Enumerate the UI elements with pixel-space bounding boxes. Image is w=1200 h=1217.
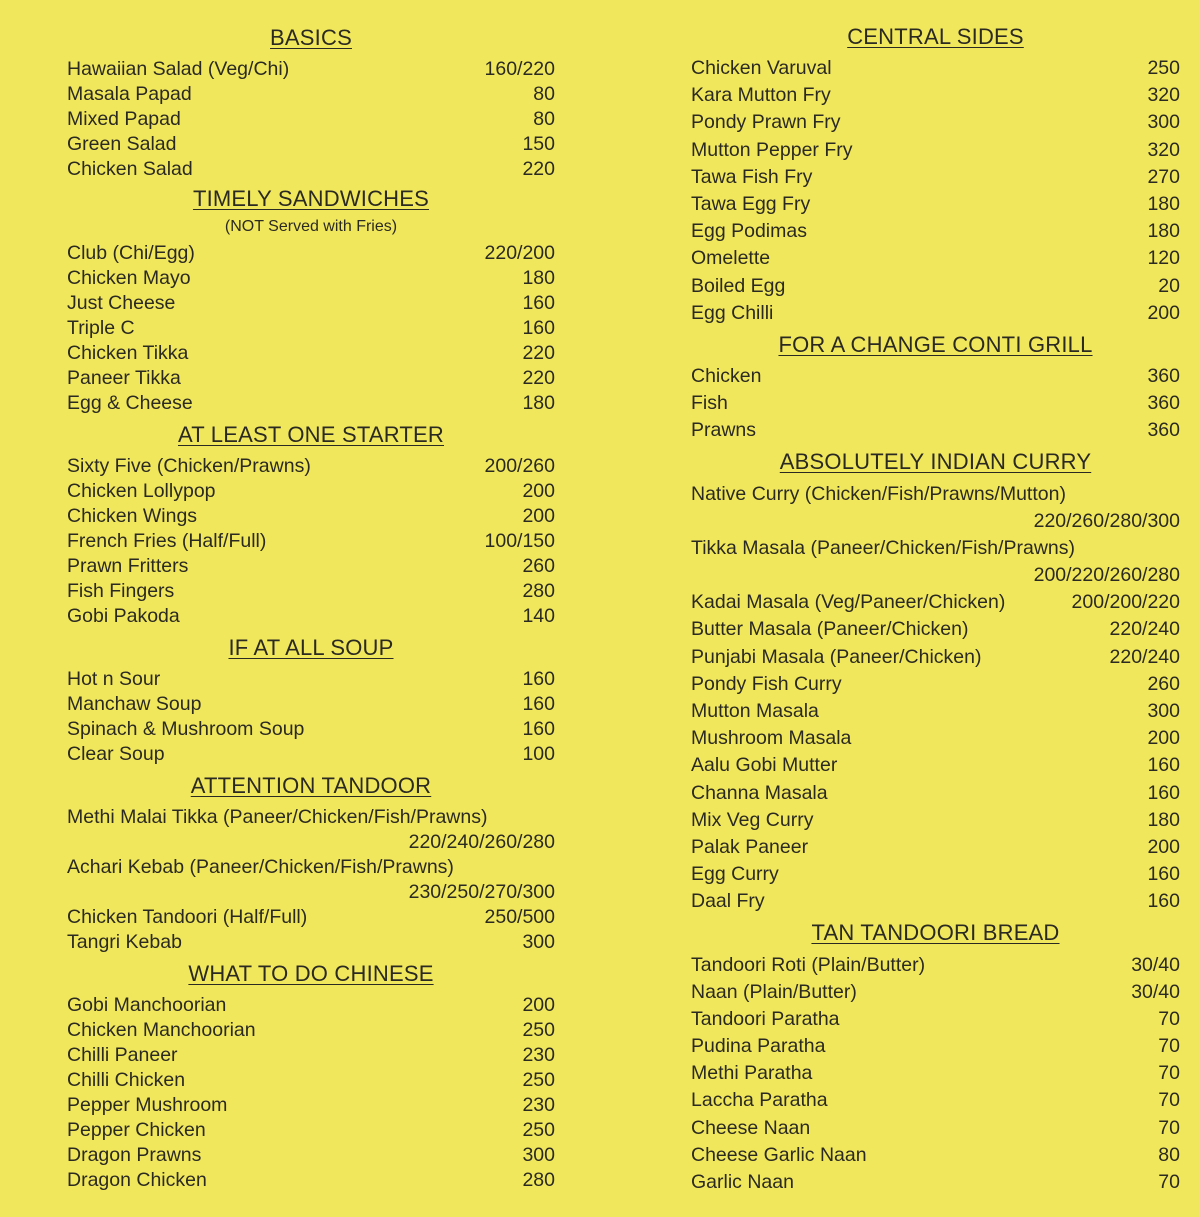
menu-column-right — [691, 19, 1180, 1196]
menu-section — [67, 767, 555, 955]
menu-item — [691, 55, 1180, 82]
menu-item — [67, 391, 555, 416]
item-name: Egg Curry — [691, 863, 779, 886]
menu-item — [67, 1018, 555, 1043]
menu-item — [691, 834, 1180, 861]
menu-item — [67, 316, 555, 341]
item-price: 30/40 — [1131, 980, 1180, 1003]
item-name: Chicken Lollypop — [67, 480, 216, 502]
item-price: 180 — [1147, 220, 1180, 243]
item-price: 220/240/260/280 — [408, 831, 555, 853]
menu-item — [67, 132, 555, 157]
menu-section — [691, 19, 1180, 327]
item-price: 230 — [522, 1094, 555, 1116]
menu-section — [67, 955, 555, 1193]
menu-item — [691, 1115, 1180, 1142]
item-name: Cheese Naan — [691, 1116, 811, 1139]
item-price: 160 — [1147, 863, 1180, 886]
item-name: Tangri Kebab — [67, 931, 182, 953]
menu-item — [691, 245, 1180, 272]
item-name: Pudina Paratha — [691, 1035, 826, 1058]
item-name: Omelette — [691, 247, 771, 270]
item-price: 70 — [1158, 1089, 1180, 1112]
item-name: Tandoori Roti (Plain/Butter) — [691, 953, 926, 976]
menu-item — [691, 752, 1180, 779]
item-name: Chicken Tikka — [67, 342, 189, 364]
item-name: Chilli Paneer — [67, 1044, 178, 1066]
item-name: Fish — [691, 392, 728, 415]
item-price: 230 — [522, 1044, 555, 1066]
item-name: Methi Malai Tikka (Paneer/Chicken/Fish/Prawns) — [67, 806, 488, 828]
item-name: Egg Podimas — [691, 220, 807, 243]
menu-item — [67, 1068, 555, 1093]
menu-item — [691, 780, 1180, 807]
menu-item — [67, 855, 555, 880]
item-price: 180 — [522, 267, 555, 289]
item-price: 250 — [1147, 57, 1180, 80]
item-name: Dragon Prawns — [67, 1144, 202, 1166]
section-heading: CENTRAL SIDES — [847, 24, 1024, 49]
item-price: 320 — [1147, 138, 1180, 161]
section-heading: ATTENTION TANDOOR — [190, 773, 432, 798]
item-price: 200 — [522, 480, 555, 502]
item-name: Mix Veg Curry — [691, 808, 814, 831]
menu-item — [691, 861, 1180, 888]
item-name: Palak Paneer — [691, 835, 809, 858]
menu-column-left — [67, 19, 555, 1193]
menu-item — [691, 979, 1180, 1006]
item-name: Chicken Manchoorian — [67, 1019, 256, 1041]
item-name: Tikka Masala (Paneer/Chicken/Fish/Prawns) — [691, 536, 1075, 559]
item-name: Pondy Prawn Fry — [691, 111, 841, 134]
item-name: Gobi Manchoorian — [67, 994, 227, 1016]
item-price: 180 — [1147, 193, 1180, 216]
item-price: 250 — [522, 1069, 555, 1091]
menu-item — [67, 479, 555, 504]
item-price: 220/200 — [484, 242, 555, 264]
item-name: Fish Fingers — [67, 580, 175, 602]
menu-item — [691, 273, 1180, 300]
menu-item — [691, 616, 1180, 643]
item-price: 270 — [1147, 165, 1180, 188]
item-price: 100/150 — [484, 530, 555, 552]
item-name: Mutton Masala — [691, 700, 819, 723]
item-price: 200 — [522, 994, 555, 1016]
item-price-line — [67, 830, 555, 855]
item-price: 230/250/270/300 — [408, 881, 555, 903]
item-price: 300 — [522, 1144, 555, 1166]
item-name: Kadai Masala (Veg/Paneer/Chicken) — [691, 591, 1006, 614]
section-heading: FOR A CHANGE CONTI GRILL — [778, 331, 1093, 357]
item-price: 250 — [522, 1119, 555, 1141]
item-price: 70 — [1158, 1007, 1180, 1030]
item-price: 280 — [522, 1169, 555, 1191]
item-name: Boiled Egg — [691, 274, 786, 297]
item-name: Achari Kebab (Paneer/Chicken/Fish/Prawns) — [67, 856, 454, 878]
item-price: 80 — [533, 83, 555, 105]
menu-item — [67, 993, 555, 1018]
item-price: 220/260/280/300 — [1033, 509, 1180, 532]
item-price: 200/220/260/280 — [1033, 564, 1180, 587]
item-price: 160 — [522, 292, 555, 314]
item-price: 70 — [1158, 1116, 1180, 1139]
item-name: Chicken — [691, 364, 762, 387]
item-price: 300 — [522, 931, 555, 953]
item-price: 160 — [522, 668, 555, 690]
item-name: Daal Fry — [691, 890, 765, 913]
menu-item — [67, 717, 555, 742]
item-name: Egg Chilli — [691, 301, 774, 324]
item-name: Chicken Tandoori (Half/Full) — [67, 906, 308, 928]
item-price: 20 — [1158, 274, 1180, 297]
section-subtitle: (NOT Served with Fries) — [224, 218, 398, 235]
item-name: Methi Paratha — [691, 1062, 813, 1085]
item-name: Spinach & Mushroom Soup — [67, 718, 305, 740]
menu-item — [67, 57, 555, 82]
item-name: Garlic Naan — [691, 1171, 794, 1194]
item-price: 120 — [1147, 247, 1180, 270]
item-price: 200/200/220 — [1071, 591, 1180, 614]
section-heading: AT LEAST ONE STARTER — [177, 422, 445, 447]
item-name: Channa Masala — [691, 781, 828, 804]
item-name: Butter Masala (Paneer/Chicken) — [691, 618, 969, 641]
menu-item — [691, 363, 1180, 390]
menu-item — [691, 480, 1180, 507]
item-price: 180 — [1147, 808, 1180, 831]
section-heading: TIMELY SANDWICHES — [192, 186, 430, 211]
menu-item — [691, 1142, 1180, 1169]
item-name: Clear Soup — [67, 743, 165, 765]
item-price: 360 — [1147, 419, 1180, 442]
menu-item — [691, 671, 1180, 698]
item-name: Paneer Tikka — [67, 367, 181, 389]
item-name: Cheese Garlic Naan — [691, 1143, 867, 1166]
menu-item — [67, 1093, 555, 1118]
menu-item — [691, 164, 1180, 191]
item-price: 200 — [1147, 301, 1180, 324]
menu-item — [67, 805, 555, 830]
item-name: Manchaw Soup — [67, 693, 202, 715]
item-price: 250/500 — [484, 906, 555, 928]
item-name: Tandoori Paratha — [691, 1007, 840, 1030]
item-name: Mushroom Masala — [691, 727, 852, 750]
item-price: 160 — [1147, 890, 1180, 913]
item-price: 220 — [522, 158, 555, 180]
item-price-line — [691, 562, 1180, 589]
item-price: 30/40 — [1131, 953, 1180, 976]
item-name: Masala Papad — [67, 83, 192, 105]
item-price: 160 — [1147, 781, 1180, 804]
item-name: Laccha Paratha — [691, 1089, 828, 1112]
item-price: 70 — [1158, 1035, 1180, 1058]
menu-section — [67, 629, 555, 767]
menu-item — [67, 107, 555, 132]
menu-item — [691, 1169, 1180, 1196]
menu-section — [67, 416, 555, 629]
menu-item — [691, 951, 1180, 978]
menu-item — [67, 366, 555, 391]
menu-item — [67, 905, 555, 930]
item-name: Aalu Gobi Mutter — [691, 754, 838, 777]
item-price: 200 — [1147, 835, 1180, 858]
menu-item — [691, 535, 1180, 562]
menu-item — [691, 1006, 1180, 1033]
item-price: 320 — [1147, 84, 1180, 107]
menu-item — [691, 137, 1180, 164]
item-price: 160 — [522, 317, 555, 339]
item-name: Just Cheese — [67, 292, 176, 314]
menu-item — [67, 604, 555, 629]
item-name: Prawn Fritters — [67, 555, 189, 577]
item-price: 220 — [522, 367, 555, 389]
menu-item — [691, 698, 1180, 725]
item-name: Punjabi Masala (Paneer/Chicken) — [691, 645, 982, 668]
item-price: 250 — [522, 1019, 555, 1041]
item-price: 220/240 — [1109, 645, 1180, 668]
item-price: 70 — [1158, 1062, 1180, 1085]
section-heading: WHAT TO DO CHINESE — [188, 961, 434, 986]
menu-item — [67, 579, 555, 604]
item-price: 280 — [522, 580, 555, 602]
item-name: Pondy Fish Curry — [691, 672, 842, 695]
item-price: 200 — [1147, 727, 1180, 750]
menu-section — [67, 19, 555, 182]
item-price-line — [67, 880, 555, 905]
item-name: Tawa Fish Fry — [691, 165, 813, 188]
item-price: 200 — [522, 505, 555, 527]
menu-item — [691, 417, 1180, 444]
item-name: Triple C — [67, 317, 135, 339]
section-heading: BASICS — [270, 25, 352, 50]
item-price: 180 — [522, 392, 555, 414]
menu-section — [691, 327, 1180, 445]
item-name: Prawns — [691, 419, 757, 442]
item-price: 150 — [522, 133, 555, 155]
menu-item — [67, 82, 555, 107]
menu-item — [67, 554, 555, 579]
menu-item — [691, 109, 1180, 136]
menu-item — [67, 157, 555, 182]
menu-item — [67, 742, 555, 767]
item-price: 220 — [522, 342, 555, 364]
item-price: 220/240 — [1109, 618, 1180, 641]
menu-item — [691, 191, 1180, 218]
menu-item — [67, 692, 555, 717]
item-price: 100 — [522, 743, 555, 765]
item-name: Chicken Salad — [67, 158, 193, 180]
menu-item — [691, 589, 1180, 616]
item-name: Kara Mutton Fry — [691, 84, 831, 107]
menu-item — [67, 1168, 555, 1193]
menu-section — [691, 444, 1180, 915]
item-name: Gobi Pakoda — [67, 605, 180, 627]
item-price: 360 — [1147, 392, 1180, 415]
item-name: Sixty Five (Chicken/Prawns) — [67, 455, 311, 477]
item-name: Pepper Mushroom — [67, 1094, 228, 1116]
item-name: Mutton Pepper Fry — [691, 138, 853, 161]
item-name: Chicken Wings — [67, 505, 198, 527]
menu-item — [67, 667, 555, 692]
menu-item — [67, 241, 555, 266]
menu-item — [691, 82, 1180, 109]
item-name: Chilli Chicken — [67, 1069, 186, 1091]
item-price: 160/220 — [484, 58, 555, 80]
item-name: Mixed Papad — [67, 108, 181, 130]
menu-item — [67, 341, 555, 366]
item-name: Pepper Chicken — [67, 1119, 206, 1141]
menu-item — [67, 291, 555, 316]
menu-item — [67, 529, 555, 554]
item-price: 80 — [1158, 1143, 1180, 1166]
menu-item — [67, 930, 555, 955]
item-name: French Fries (Half/Full) — [67, 530, 267, 552]
menu-item — [67, 504, 555, 529]
section-heading: TAN TANDOORI BREAD — [811, 920, 1060, 946]
item-name: Dragon Chicken — [67, 1169, 207, 1191]
item-price: 160 — [522, 718, 555, 740]
item-name: Chicken Mayo — [67, 267, 191, 289]
item-name: Hot n Sour — [67, 668, 161, 690]
menu-item — [691, 1060, 1180, 1087]
item-price: 70 — [1158, 1171, 1180, 1194]
item-price: 260 — [522, 555, 555, 577]
section-heading: IF AT ALL SOUP — [228, 635, 394, 660]
item-price: 200/260 — [484, 455, 555, 477]
section-heading: ABSOLUTELY INDIAN CURRY — [779, 449, 1092, 475]
item-name: Chicken Varuval — [691, 57, 832, 80]
item-name: Naan (Plain/Butter) — [691, 980, 857, 1003]
item-name: Egg & Cheese — [67, 392, 193, 414]
menu-item — [691, 218, 1180, 245]
menu-item — [691, 807, 1180, 834]
item-price: 300 — [1147, 700, 1180, 723]
menu-item — [67, 1043, 555, 1068]
menu-item — [691, 300, 1180, 327]
item-price: 160 — [522, 693, 555, 715]
item-price: 260 — [1147, 672, 1180, 695]
item-price: 300 — [1147, 111, 1180, 134]
item-name: Club (Chi/Egg) — [67, 242, 195, 264]
item-name: Green Salad — [67, 133, 177, 155]
menu-item — [67, 1118, 555, 1143]
menu-item — [67, 1143, 555, 1168]
menu-item — [691, 1087, 1180, 1114]
menu-section — [67, 182, 555, 416]
menu-item — [691, 390, 1180, 417]
menu-item — [691, 725, 1180, 752]
menu-item — [67, 454, 555, 479]
item-price-line — [691, 508, 1180, 535]
item-name: Hawaiian Salad (Veg/Chi) — [67, 58, 290, 80]
item-name: Native Curry (Chicken/Fish/Prawns/Mutton) — [691, 482, 1066, 505]
item-price: 80 — [533, 108, 555, 130]
menu-section — [691, 915, 1180, 1196]
item-price: 360 — [1147, 364, 1180, 387]
menu-item — [691, 1033, 1180, 1060]
item-price: 140 — [522, 605, 555, 627]
item-price: 160 — [1147, 754, 1180, 777]
menu-item — [691, 888, 1180, 915]
menu-item — [691, 644, 1180, 671]
menu-item — [67, 266, 555, 291]
item-name: Tawa Egg Fry — [691, 193, 811, 216]
